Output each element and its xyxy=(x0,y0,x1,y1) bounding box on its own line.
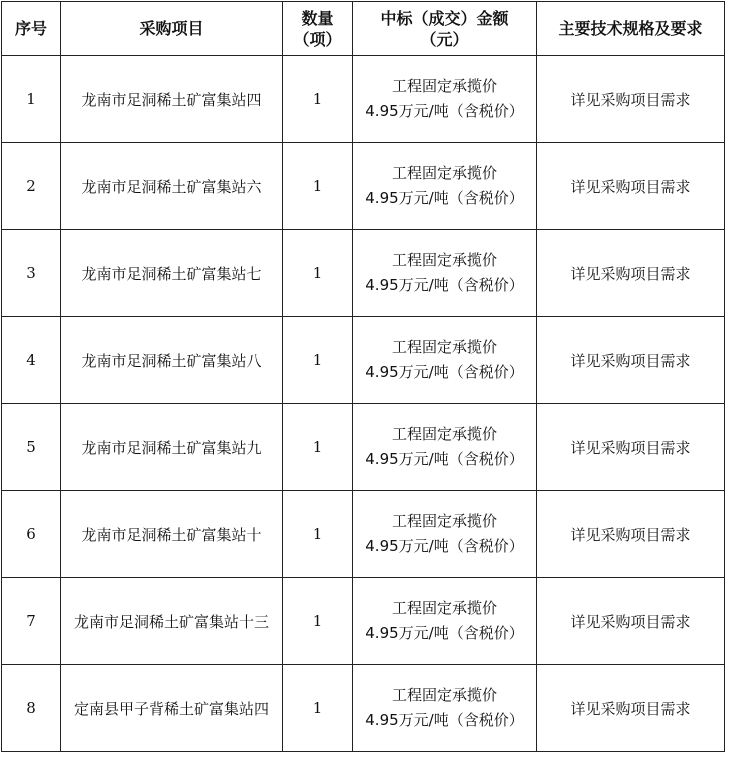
cell-index: 7 xyxy=(2,578,61,665)
amount-value: 4.95万元/吨（含税价） xyxy=(365,102,524,120)
header-amount-line2: （元） xyxy=(420,29,469,49)
cell-quantity: 1 xyxy=(283,143,353,230)
amount-label: 工程固定承揽价 xyxy=(391,512,497,530)
cell-amount xyxy=(353,56,537,143)
amount-value: 4.95万元/吨（含税价） xyxy=(365,363,524,381)
cell-item: 龙南市足洞稀土矿富集站六 xyxy=(61,143,283,230)
cell-quantity: 1 xyxy=(283,56,353,143)
table-row xyxy=(2,317,725,404)
amount-label: 工程固定承揽价 xyxy=(391,338,497,356)
cell-index: 6 xyxy=(2,491,61,578)
amount-label: 工程固定承揽价 xyxy=(391,686,497,704)
table-row xyxy=(2,404,725,491)
amount-value: 4.95万元/吨（含税价） xyxy=(365,624,524,642)
header-quantity xyxy=(283,2,353,56)
cell-amount xyxy=(353,491,537,578)
amount-label: 工程固定承揽价 xyxy=(391,599,497,617)
cell-amount xyxy=(353,317,537,404)
amount-label: 工程固定承揽价 xyxy=(391,77,497,95)
cell-spec: 详见采购项目需求 xyxy=(537,56,725,143)
cell-spec: 详见采购项目需求 xyxy=(537,404,725,491)
cell-item: 龙南市足洞稀土矿富集站十 xyxy=(61,491,283,578)
amount-value: 4.95万元/吨（含税价） xyxy=(365,450,524,468)
cell-amount xyxy=(353,665,537,752)
cell-index: 4 xyxy=(2,317,61,404)
amount-value: 4.95万元/吨（含税价） xyxy=(365,189,524,207)
table-row xyxy=(2,230,725,317)
table-row xyxy=(2,665,725,752)
table-row xyxy=(2,491,725,578)
cell-item: 龙南市足洞稀土矿富集站八 xyxy=(61,317,283,404)
cell-amount xyxy=(353,404,537,491)
header-quantity-line2: （项） xyxy=(293,29,342,49)
cell-quantity: 1 xyxy=(283,491,353,578)
cell-quantity: 1 xyxy=(283,578,353,665)
amount-label: 工程固定承揽价 xyxy=(391,425,497,443)
amount-value: 4.95万元/吨（含税价） xyxy=(365,276,524,294)
cell-item: 龙南市足洞稀土矿富集站四 xyxy=(61,56,283,143)
cell-spec: 详见采购项目需求 xyxy=(537,317,725,404)
cell-item: 龙南市足洞稀土矿富集站九 xyxy=(61,404,283,491)
cell-index: 3 xyxy=(2,230,61,317)
cell-item: 龙南市足洞稀土矿富集站七 xyxy=(61,230,283,317)
amount-label: 工程固定承揽价 xyxy=(391,164,497,182)
amount-value: 4.95万元/吨（含税价） xyxy=(365,537,524,555)
cell-index: 2 xyxy=(2,143,61,230)
cell-spec: 详见采购项目需求 xyxy=(537,491,725,578)
table-row xyxy=(2,578,725,665)
header-amount xyxy=(353,2,537,56)
cell-index: 5 xyxy=(2,404,61,491)
header-index: 序号 xyxy=(2,2,61,56)
cell-amount xyxy=(353,578,537,665)
cell-quantity: 1 xyxy=(283,317,353,404)
cell-spec: 详见采购项目需求 xyxy=(537,230,725,317)
table-row xyxy=(2,143,725,230)
cell-amount xyxy=(353,230,537,317)
procurement-table xyxy=(1,1,725,752)
cell-amount xyxy=(353,143,537,230)
cell-quantity: 1 xyxy=(283,404,353,491)
amount-label: 工程固定承揽价 xyxy=(391,251,497,269)
cell-quantity: 1 xyxy=(283,665,353,752)
header-quantity-line1: 数量 xyxy=(301,8,334,28)
header-spec: 主要技术规格及要求 xyxy=(537,2,725,56)
table-header xyxy=(2,2,725,56)
cell-index: 1 xyxy=(2,56,61,143)
header-row xyxy=(2,2,725,56)
amount-value: 4.95万元/吨（含税价） xyxy=(365,711,524,729)
table-body xyxy=(2,56,725,752)
cell-spec: 详见采购项目需求 xyxy=(537,665,725,752)
cell-spec: 详见采购项目需求 xyxy=(537,143,725,230)
cell-spec: 详见采购项目需求 xyxy=(537,578,725,665)
header-item: 采购项目 xyxy=(61,2,283,56)
cell-index: 8 xyxy=(2,665,61,752)
table-row xyxy=(2,56,725,143)
cell-quantity: 1 xyxy=(283,230,353,317)
cell-item: 定南县甲子背稀土矿富集站四 xyxy=(61,665,283,752)
cell-item: 龙南市足洞稀土矿富集站十三 xyxy=(61,578,283,665)
header-amount-line1: 中标（成交）金额 xyxy=(380,8,509,28)
